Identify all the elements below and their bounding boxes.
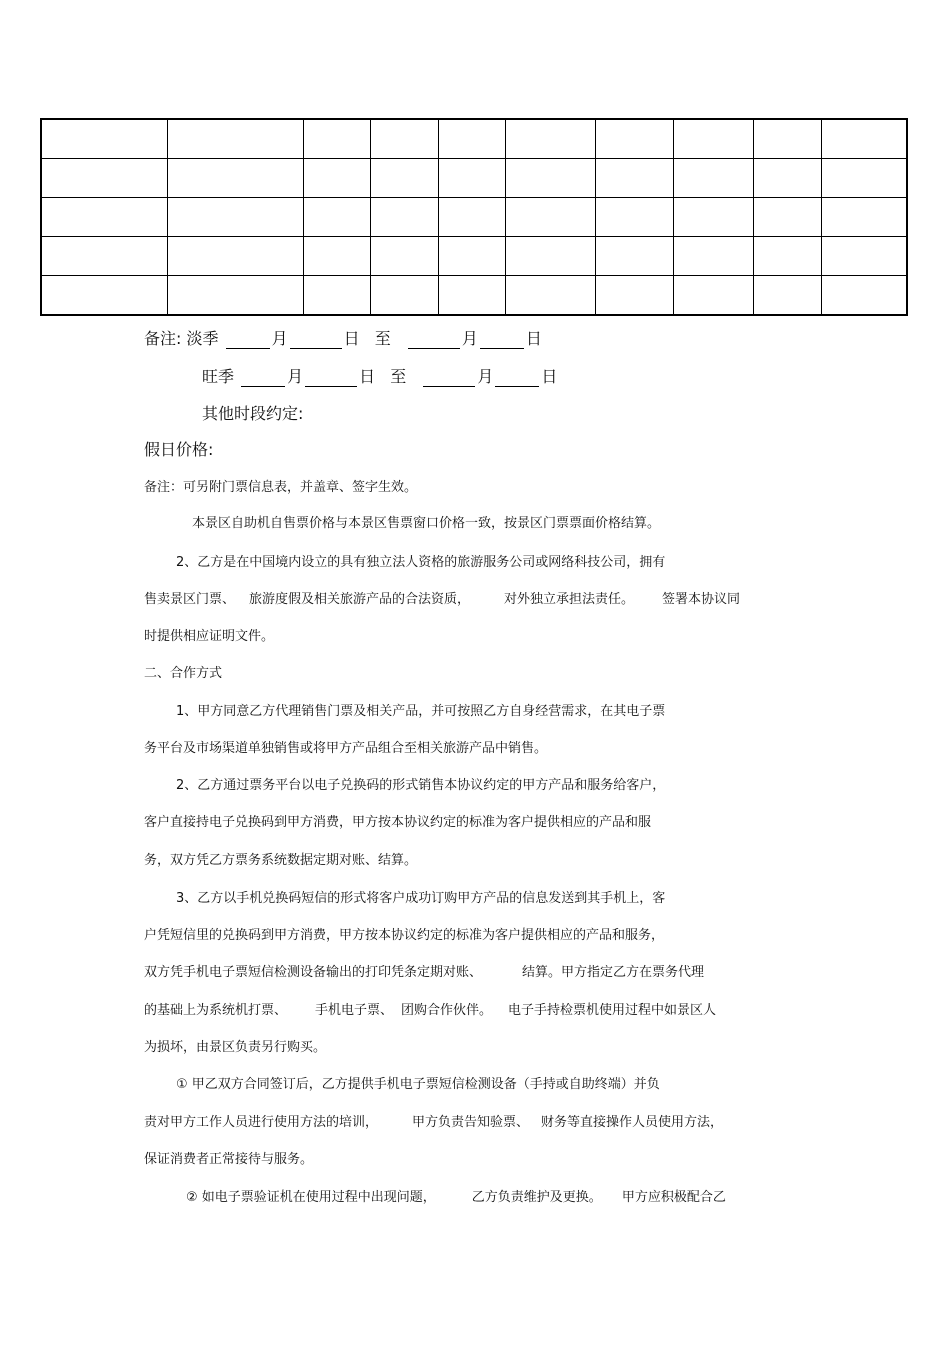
table-cell: [673, 198, 753, 237]
day-blank[interactable]: [495, 371, 539, 387]
table-cell: [753, 276, 821, 316]
table-cell: [753, 119, 821, 159]
table-cell: [167, 119, 303, 159]
table-cell: [505, 198, 595, 237]
note-line: 备注：可另附门票信息表，并盖章、签字生效。: [144, 480, 418, 495]
text-segment: 手机电子票、: [315, 1003, 394, 1018]
text-segment: 电子手持检票机使用过程中如景区人: [508, 1003, 717, 1018]
table-cell: [438, 119, 505, 159]
table-cell: [753, 159, 821, 198]
off-season-line: [144, 329, 542, 349]
table-cell: [303, 237, 370, 276]
table-cell: [438, 237, 505, 276]
paragraph-line: 户凭短信里的兑换码到甲方消费，甲方按本协议约定的标准为客户提供相应的产品和服务，: [144, 928, 665, 943]
text-segment: 乙方负责维护及更换。: [471, 1190, 602, 1205]
table-cell: [821, 198, 907, 237]
table-cell: [370, 119, 438, 159]
text-segment: 双方凭手机电子票短信检测设备输出的打印凭条定期对账、: [144, 965, 483, 980]
day-blank[interactable]: [480, 333, 524, 349]
price-table: [40, 118, 908, 316]
table-cell: [673, 119, 753, 159]
table-cell: [167, 276, 303, 316]
table-cell: [595, 119, 673, 159]
table-cell: [167, 237, 303, 276]
table-cell: [370, 198, 438, 237]
table-cell: [41, 159, 167, 198]
text-segment: ② 如电子票验证机在使用过程中出现问题，: [186, 1190, 436, 1205]
paragraph-line: [186, 1190, 726, 1206]
table-row: [41, 237, 907, 276]
text-segment: 签署本协议同: [662, 592, 741, 607]
table-cell: [505, 119, 595, 159]
month-label: 月: [271, 329, 288, 348]
paragraph-line: 保证消费者正常接待与服务。: [144, 1152, 314, 1167]
table-cell: [821, 237, 907, 276]
table-cell: [505, 159, 595, 198]
remarks-label: 备注:: [144, 329, 182, 348]
month-label: 月: [477, 367, 494, 386]
month-blank[interactable]: [241, 371, 285, 387]
table-cell: [438, 159, 505, 198]
text-segment: 结算。甲方指定乙方在票务代理: [522, 965, 705, 980]
month-blank[interactable]: [408, 333, 460, 349]
table-cell: [673, 159, 753, 198]
table-cell: [821, 119, 907, 159]
paragraph-line: [144, 965, 704, 981]
paragraph-line: 务平台及市场渠道单独销售或将甲方产品组合至相关旅游产品中销售。: [144, 741, 548, 756]
table-row: [41, 159, 907, 198]
table-cell: [438, 198, 505, 237]
table-cell: [303, 276, 370, 316]
day-blank[interactable]: [305, 371, 357, 387]
table-cell: [303, 159, 370, 198]
table-cell: [821, 276, 907, 316]
table-cell: [505, 276, 595, 316]
day-label: 日: [359, 367, 376, 386]
table-cell: [505, 237, 595, 276]
table-cell: [821, 159, 907, 198]
paragraph-line: 务，双方凭乙方票务系统数据定期对账、结算。: [144, 853, 418, 868]
day-label: 日: [541, 367, 558, 386]
text-segment: 团购合作伙伴。: [401, 1003, 493, 1018]
text-segment: 的基础上为系统机打票、: [144, 1003, 288, 1018]
table-row: [41, 119, 907, 159]
table-cell: [41, 119, 167, 159]
table-cell: [753, 237, 821, 276]
table-cell: [167, 159, 303, 198]
off-season-label: 淡季: [186, 329, 219, 348]
table-cell: [303, 198, 370, 237]
text-segment: 旅游度假及相关旅游产品的合法资质，: [249, 592, 471, 607]
text-segment: 责对甲方工作人员进行使用方法的培训，: [144, 1115, 379, 1130]
table-cell: [303, 119, 370, 159]
table-cell: [753, 198, 821, 237]
month-label: 月: [461, 329, 478, 348]
table-cell: [41, 276, 167, 316]
paragraph-line: [144, 592, 740, 608]
paragraph-line: 本景区自助机自售票价格与本景区售票窗口价格一致，按景区门票票面价格结算。: [192, 516, 661, 531]
table-cell: [41, 237, 167, 276]
table-cell: [595, 276, 673, 316]
paragraph-line: 客户直接持电子兑换码到甲方消费，甲方按本协议约定的标准为客户提供相应的产品和服: [144, 815, 652, 830]
peak-season-line: [202, 367, 557, 387]
day-label: 日: [525, 329, 542, 348]
table-cell: [673, 276, 753, 316]
table-cell: [370, 276, 438, 316]
table-row: [41, 276, 907, 316]
text-segment: 对外独立承担法责任。: [504, 592, 635, 607]
text-segment: 甲方应积极配合乙: [621, 1190, 726, 1205]
peak-season-label: 旺季: [202, 367, 235, 386]
table-cell: [673, 237, 753, 276]
table-row: [41, 198, 907, 237]
table-cell: [438, 276, 505, 316]
paragraph-line: 时提供相应证明文件。: [144, 629, 275, 644]
day-label: 日: [343, 329, 360, 348]
table-cell: [370, 159, 438, 198]
paragraph-line: 3、乙方以手机兑换码短信的形式将客户成功订购甲方产品的信息发送到其手机上，客: [176, 891, 666, 906]
day-blank[interactable]: [290, 333, 342, 349]
paragraph-line: 为损坏，由景区负责另行购买。: [144, 1040, 327, 1055]
table-cell: [41, 198, 167, 237]
paragraph-line: 2、乙方通过票务平台以电子兑换码的形式销售本协议约定的甲方产品和服务给客户，: [176, 778, 666, 793]
table-cell: [370, 237, 438, 276]
table-cell: [167, 198, 303, 237]
paragraph-line: 1、甲方同意乙方代理销售门票及相关产品，并可按照乙方自身经营需求，在其电子票: [176, 704, 666, 719]
month-blank[interactable]: [226, 333, 270, 349]
table-cell: [595, 237, 673, 276]
month-blank[interactable]: [423, 371, 475, 387]
table-cell: [595, 198, 673, 237]
month-label: 月: [287, 367, 304, 386]
section-heading: 二、合作方式: [144, 666, 223, 681]
paragraph-line: [144, 1115, 723, 1131]
to-label: 至: [390, 367, 407, 386]
text-segment: 财务等直接操作人员使用方法，: [541, 1115, 724, 1130]
table-cell: [595, 159, 673, 198]
holiday-price-label: 假日价格:: [144, 440, 214, 459]
table-body: [41, 119, 907, 315]
text-segment: 售卖景区门票、: [144, 592, 236, 607]
other-periods-label: 其他时段约定:: [202, 404, 304, 423]
text-segment: 甲方负责告知验票、: [412, 1115, 530, 1130]
paragraph-line: 2、乙方是在中国境内设立的具有独立法人资格的旅游服务公司或网络科技公司，拥有: [176, 555, 666, 570]
to-label: 至: [374, 329, 391, 348]
paragraph-line: [144, 1003, 716, 1019]
paragraph-line: ① 甲乙双方合同签订后，乙方提供手机电子票短信检测设备（手持或自助终端）并负: [176, 1077, 660, 1092]
